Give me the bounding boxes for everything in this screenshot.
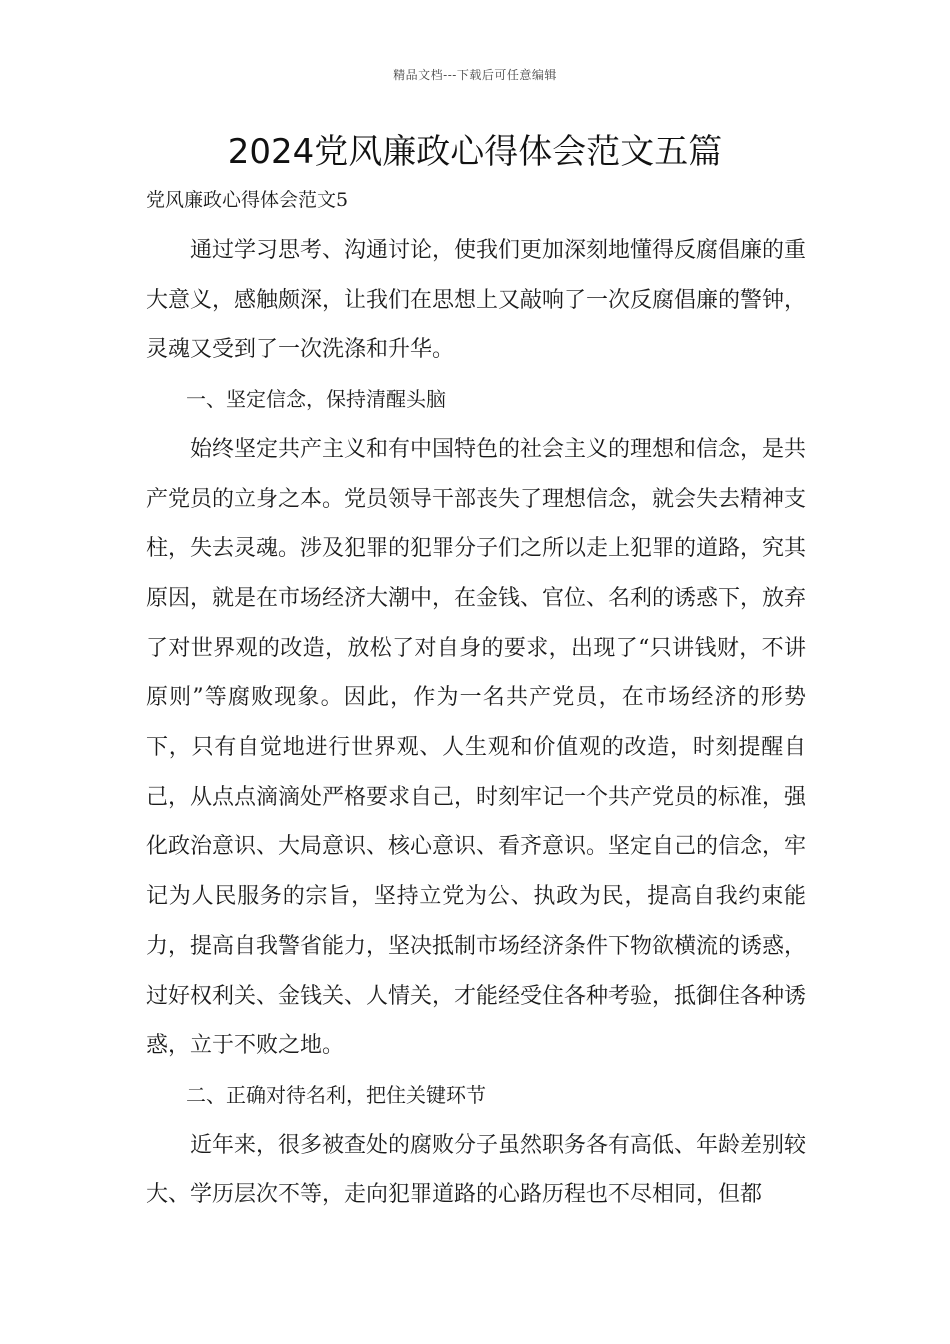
paragraph-section-2: 近年来，很多被查处的腐败分子虽然职务各有高低、年龄差别较大、学历层次不等，走向犯罪道路的心路历程也不尽相同，但都: [146, 1132, 807, 1208]
document-body: [146, 226, 806, 1220]
document-title: 2024党风廉政心得体会范文五篇: [227, 132, 723, 172]
section-heading-2: 二、正确对待名利，把住关键环节: [186, 1082, 486, 1107]
paragraph-section-1: 始终坚定共产主义和有中国特色的社会主义的理想和信念，是共产党员的立身之本。党员领导干部丧失了理想信念，就会失去精神支柱，失去灵魂。涉及犯罪的犯罪分子们之所以走上犯罪的道路，究其原因，就是在市场经济大潮中，在金钱、官位、名利的诱惑下，放弃了对世界观的改造，放松了对自身的要求，出现了“只讲钱财，不讲原则”等腐败现象。因此，作为一名共产党员，在市场经济的形势下，只有自觉地进行世界观、人生观和价值观的改造，时刻提醒自己，从点点滴滴处严格要求自己，时刻牢记一个共产党员的标准，强化政治意识、大局意识、核心意识、看齐意识。坚定自己的信念，牢记为人民服务的宗旨，坚持立党为公、执政为民，提高自我约束能力，提高自我警省能力，坚决抵制市场经济条件下物欲横流的诱惑，过好权利关、金钱关、人情关，才能经受住各种考验，抵御住各种诱惑，立于不败之地。: [146, 436, 807, 1059]
section-heading-1: 一、坚定信念，保持清醒头脑: [186, 387, 446, 412]
header-note: 精品文档---下载后可任意编辑: [393, 68, 557, 82]
paragraph-intro: 通过学习思考、沟通讨论，使我们更加深刻地懂得反腐倡廉的重大意义，感触颇深，让我们在思想上又敲响了一次反腐倡廉的警钟，灵魂又受到了一次洗涤和升华。: [146, 238, 807, 363]
document-subtitle: 党风廉政心得体会范文5: [146, 189, 349, 211]
